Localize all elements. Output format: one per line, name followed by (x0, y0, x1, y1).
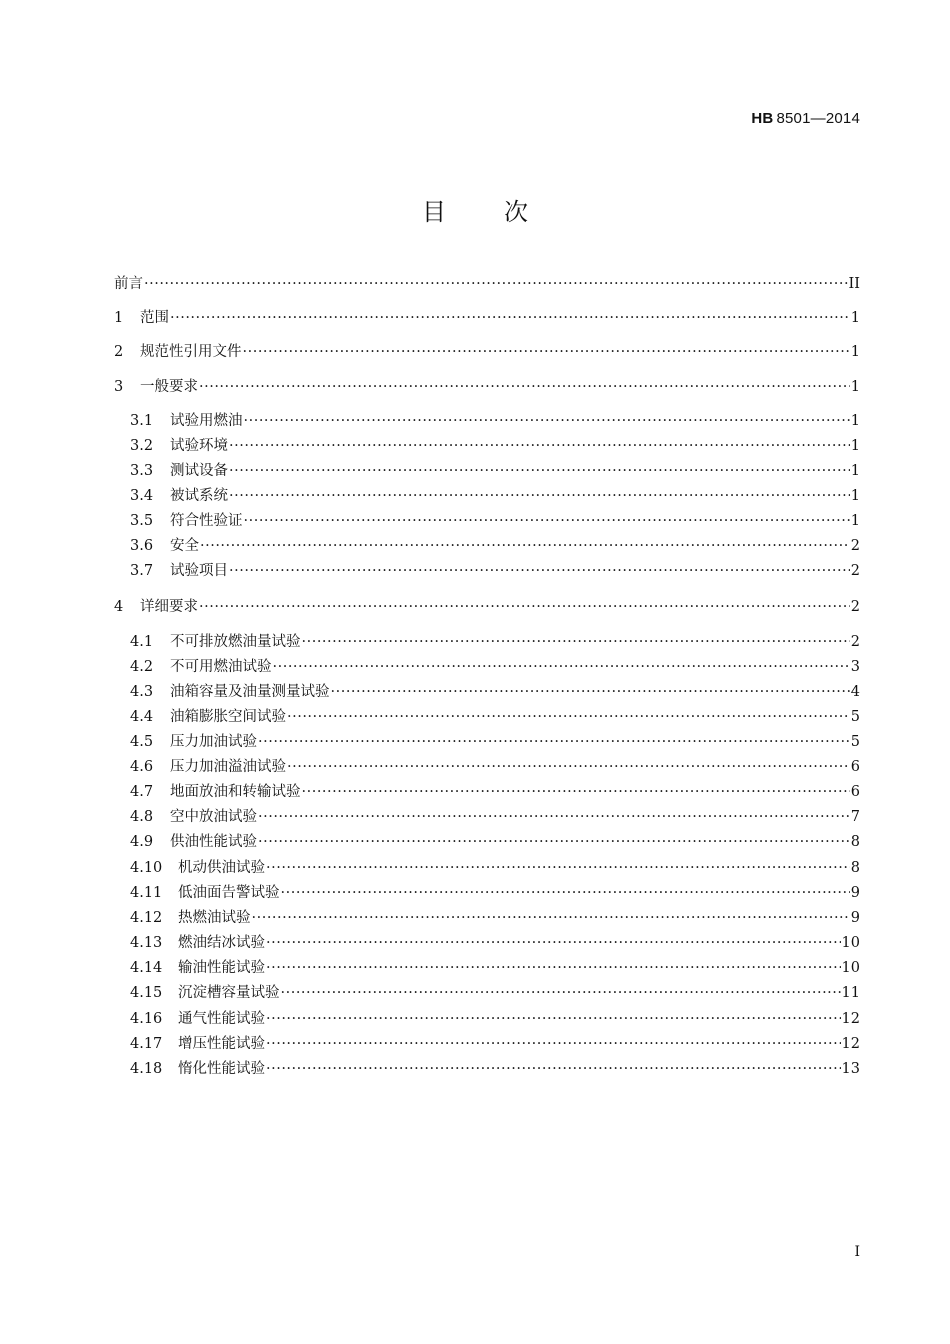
toc-entry-label: 压力加油溢油试验 (170, 759, 286, 775)
toc-entry-number: 4.16 (130, 1011, 163, 1027)
toc-entry-page: 12 (841, 1011, 860, 1027)
toc-entry-label: 低油面告警试验 (178, 885, 280, 901)
toc-leader-dots (199, 375, 850, 399)
toc-entry-page: II (848, 276, 860, 292)
toc-entry-page: 5 (850, 709, 860, 725)
toc-leader-dots (302, 780, 850, 804)
toc-entry-number: 4.3 (130, 684, 154, 700)
toc-entry-label: 前言 (114, 276, 143, 292)
toc-entry-page: 1 (850, 463, 860, 479)
toc-entry-1[interactable] (114, 306, 860, 330)
toc-leader-dots (281, 881, 850, 905)
toc-entry-3-7[interactable] (114, 559, 860, 583)
toc-entry-number: 3.3 (130, 463, 154, 479)
toc-entry-page: 6 (850, 759, 860, 775)
toc-entry-label: 一般要求 (140, 379, 198, 395)
toc-entry-4-7[interactable] (114, 780, 860, 804)
toc-entry-page: 8 (850, 834, 860, 850)
toc-entry-4-8[interactable] (114, 805, 860, 829)
toc-entry-label: 输油性能试验 (178, 960, 265, 976)
toc-entry-number: 3.7 (130, 563, 154, 579)
toc-entry-3-5[interactable] (114, 509, 860, 533)
toc-entry-number: 4.6 (130, 759, 154, 775)
toc-entry-page: 3 (850, 659, 860, 675)
toc-entry-4-10[interactable] (114, 856, 860, 880)
toc-entry-label: 范围 (140, 310, 169, 326)
toc-entry-number: 4.8 (130, 809, 154, 825)
toc-entry-page: 2 (850, 538, 860, 554)
toc-entry-page: 11 (841, 985, 860, 1001)
toc-entry-number: 4.7 (130, 784, 154, 800)
toc-entry-page: 1 (850, 438, 860, 454)
toc-entry-page: 2 (850, 599, 860, 615)
toc-entry-4-4[interactable] (114, 705, 860, 729)
toc-entry-label: 安全 (170, 538, 199, 554)
toc-leader-dots (229, 559, 850, 583)
page-number: I (854, 1244, 860, 1260)
standard-code-number: 8501—2014 (776, 110, 860, 127)
toc-entry-page: 10 (841, 960, 860, 976)
toc-entry-4-12[interactable] (114, 906, 860, 930)
toc-leader-dots (266, 1007, 841, 1031)
toc-entry-number: 4.5 (130, 734, 154, 750)
standard-code-prefix: HB (751, 110, 774, 127)
toc-leader-dots (331, 680, 850, 704)
toc-entry-number: 1 (114, 310, 124, 326)
toc-entry-number: 4.11 (130, 885, 163, 901)
toc-entry-label: 燃油结冰试验 (178, 935, 265, 951)
toc-entry-page: 8 (850, 860, 860, 876)
toc-entry-4-14[interactable] (114, 956, 860, 980)
toc-entry-4-5[interactable] (114, 730, 860, 754)
toc-entry-label: 热燃油试验 (178, 910, 251, 926)
toc-leader-dots (243, 340, 850, 364)
toc-entry-page: 10 (841, 935, 860, 951)
toc-entry-number: 3.4 (130, 488, 154, 504)
toc-entry-label: 压力加油试验 (170, 734, 257, 750)
page-title-char-1: 目 (422, 198, 446, 226)
toc-entry-4-17[interactable] (114, 1032, 860, 1056)
toc-leader-dots (258, 830, 850, 854)
toc-leader-dots (144, 272, 848, 296)
toc-leader-dots (281, 981, 841, 1005)
toc-leader-dots (244, 409, 850, 433)
toc-entry-label: 试验项目 (170, 563, 228, 579)
toc-entry-4-1[interactable] (114, 630, 860, 654)
toc-entry-number: 4 (114, 599, 124, 615)
toc-entry-label: 试验环境 (170, 438, 228, 454)
toc-entry-3-4[interactable] (114, 484, 860, 508)
page-title-char-2: 次 (504, 198, 528, 226)
toc-entry-label: 增压性能试验 (178, 1036, 265, 1052)
toc-leader-dots (266, 931, 841, 955)
toc-entry-label: 供油性能试验 (170, 834, 257, 850)
toc-entry-3-2[interactable] (114, 434, 860, 458)
toc-entry-label: 通气性能试验 (178, 1011, 265, 1027)
toc-leader-dots (302, 630, 850, 654)
toc-entry-2[interactable] (114, 340, 860, 364)
toc-leader-dots (258, 805, 850, 829)
toc-entry-label: 被试系统 (170, 488, 228, 504)
toc-entry-label: 规范性引用文件 (140, 344, 242, 360)
toc-entry-label: 试验用燃油 (170, 413, 243, 429)
toc-entry-number: 4.14 (130, 960, 163, 976)
toc-leader-dots (199, 595, 850, 619)
toc-entry-number: 3.5 (130, 513, 154, 529)
toc-entry-page: 6 (850, 784, 860, 800)
toc-entry-page: 2 (850, 563, 860, 579)
toc-entry-label: 机动供油试验 (178, 860, 265, 876)
toc-entry-4-16[interactable] (114, 1007, 860, 1031)
toc-leader-dots (287, 755, 850, 779)
toc-entry-3[interactable] (114, 375, 860, 399)
toc-entry-number: 4.2 (130, 659, 154, 675)
toc-entry-number: 4.17 (130, 1036, 163, 1052)
toc-entry-page: 5 (850, 734, 860, 750)
page-title (0, 192, 950, 227)
toc-entry-page: 7 (850, 809, 860, 825)
toc-entry-label: 油箱膨胀空间试验 (170, 709, 286, 725)
toc-entry-label: 惰化性能试验 (178, 1061, 265, 1077)
toc-entry-page: 12 (841, 1036, 860, 1052)
toc-leader-dots (229, 484, 850, 508)
standard-code (751, 110, 860, 127)
toc-leader-dots (266, 856, 850, 880)
toc-entry-page: 1 (850, 513, 860, 529)
toc-entry-page: 1 (850, 310, 860, 326)
toc-entry-4-18[interactable] (114, 1057, 860, 1081)
toc-entry-label: 油箱容量及油量测量试验 (170, 684, 330, 700)
toc-entry-4-6[interactable] (114, 755, 860, 779)
toc-entry-4-2[interactable] (114, 655, 860, 679)
toc-entry-number: 4.18 (130, 1061, 163, 1077)
toc-entry-label: 不可用燃油试验 (170, 659, 272, 675)
toc-entry-3-6[interactable] (114, 534, 860, 558)
toc-entry-label: 地面放油和转输试验 (170, 784, 301, 800)
toc-entry-number: 3.1 (130, 413, 154, 429)
toc-leader-dots (244, 509, 850, 533)
toc-entry-page: 1 (850, 413, 860, 429)
toc-entry-3-3[interactable] (114, 459, 860, 483)
toc-entry-number: 4.9 (130, 834, 154, 850)
toc-entry-label: 符合性验证 (170, 513, 243, 529)
toc-leader-dots (266, 956, 841, 980)
toc-entry-label: 空中放油试验 (170, 809, 257, 825)
toc-leader-dots (200, 534, 850, 558)
toc-leader-dots (273, 655, 850, 679)
toc-entry-number: 4.4 (130, 709, 154, 725)
toc-entry-number: 4.1 (130, 634, 154, 650)
toc-entry-label: 测试设备 (170, 463, 228, 479)
toc-entry-4-15[interactable] (114, 981, 860, 1005)
toc-entry-4-9[interactable] (114, 830, 860, 854)
toc-entry-4-11[interactable] (114, 881, 860, 905)
toc-entry-page: 1 (850, 379, 860, 395)
toc-entry-number: 4.15 (130, 985, 163, 1001)
toc-entry-number: 4.13 (130, 935, 163, 951)
toc-entry-3-1[interactable] (114, 409, 860, 433)
toc-leader-dots (258, 730, 850, 754)
toc-entry-page: 13 (841, 1061, 860, 1077)
toc-leader-dots (252, 906, 850, 930)
toc-entry-label: 详细要求 (140, 599, 198, 615)
toc-entry-foreword[interactable] (114, 272, 860, 296)
toc-entry-number: 4.10 (130, 860, 163, 876)
toc-entry-page: 9 (850, 910, 860, 926)
toc-entry-page: 4 (850, 684, 860, 700)
toc-entry-page: 1 (850, 488, 860, 504)
toc-entry-number: 3 (114, 379, 124, 395)
toc-entry-label: 不可排放燃油量试验 (170, 634, 301, 650)
toc-entry-label: 沉淀槽容量试验 (178, 985, 280, 1001)
toc-leader-dots (229, 434, 850, 458)
toc-leader-dots (266, 1057, 841, 1081)
toc-entry-4-13[interactable] (114, 931, 860, 955)
toc-leader-dots (266, 1032, 841, 1056)
toc-entry-page: 1 (850, 344, 860, 360)
toc-leader-dots (229, 459, 850, 483)
toc-entry-4-3[interactable] (114, 680, 860, 704)
toc-entry-page: 9 (850, 885, 860, 901)
toc-entry-number: 2 (114, 344, 124, 360)
toc-leader-dots (170, 306, 850, 330)
toc-entry-page: 2 (850, 634, 860, 650)
toc-entry-number: 3.6 (130, 538, 154, 554)
toc-entry-4[interactable] (114, 595, 860, 619)
toc-entry-number: 3.2 (130, 438, 154, 454)
toc-entry-number: 4.12 (130, 910, 163, 926)
toc-leader-dots (287, 705, 850, 729)
